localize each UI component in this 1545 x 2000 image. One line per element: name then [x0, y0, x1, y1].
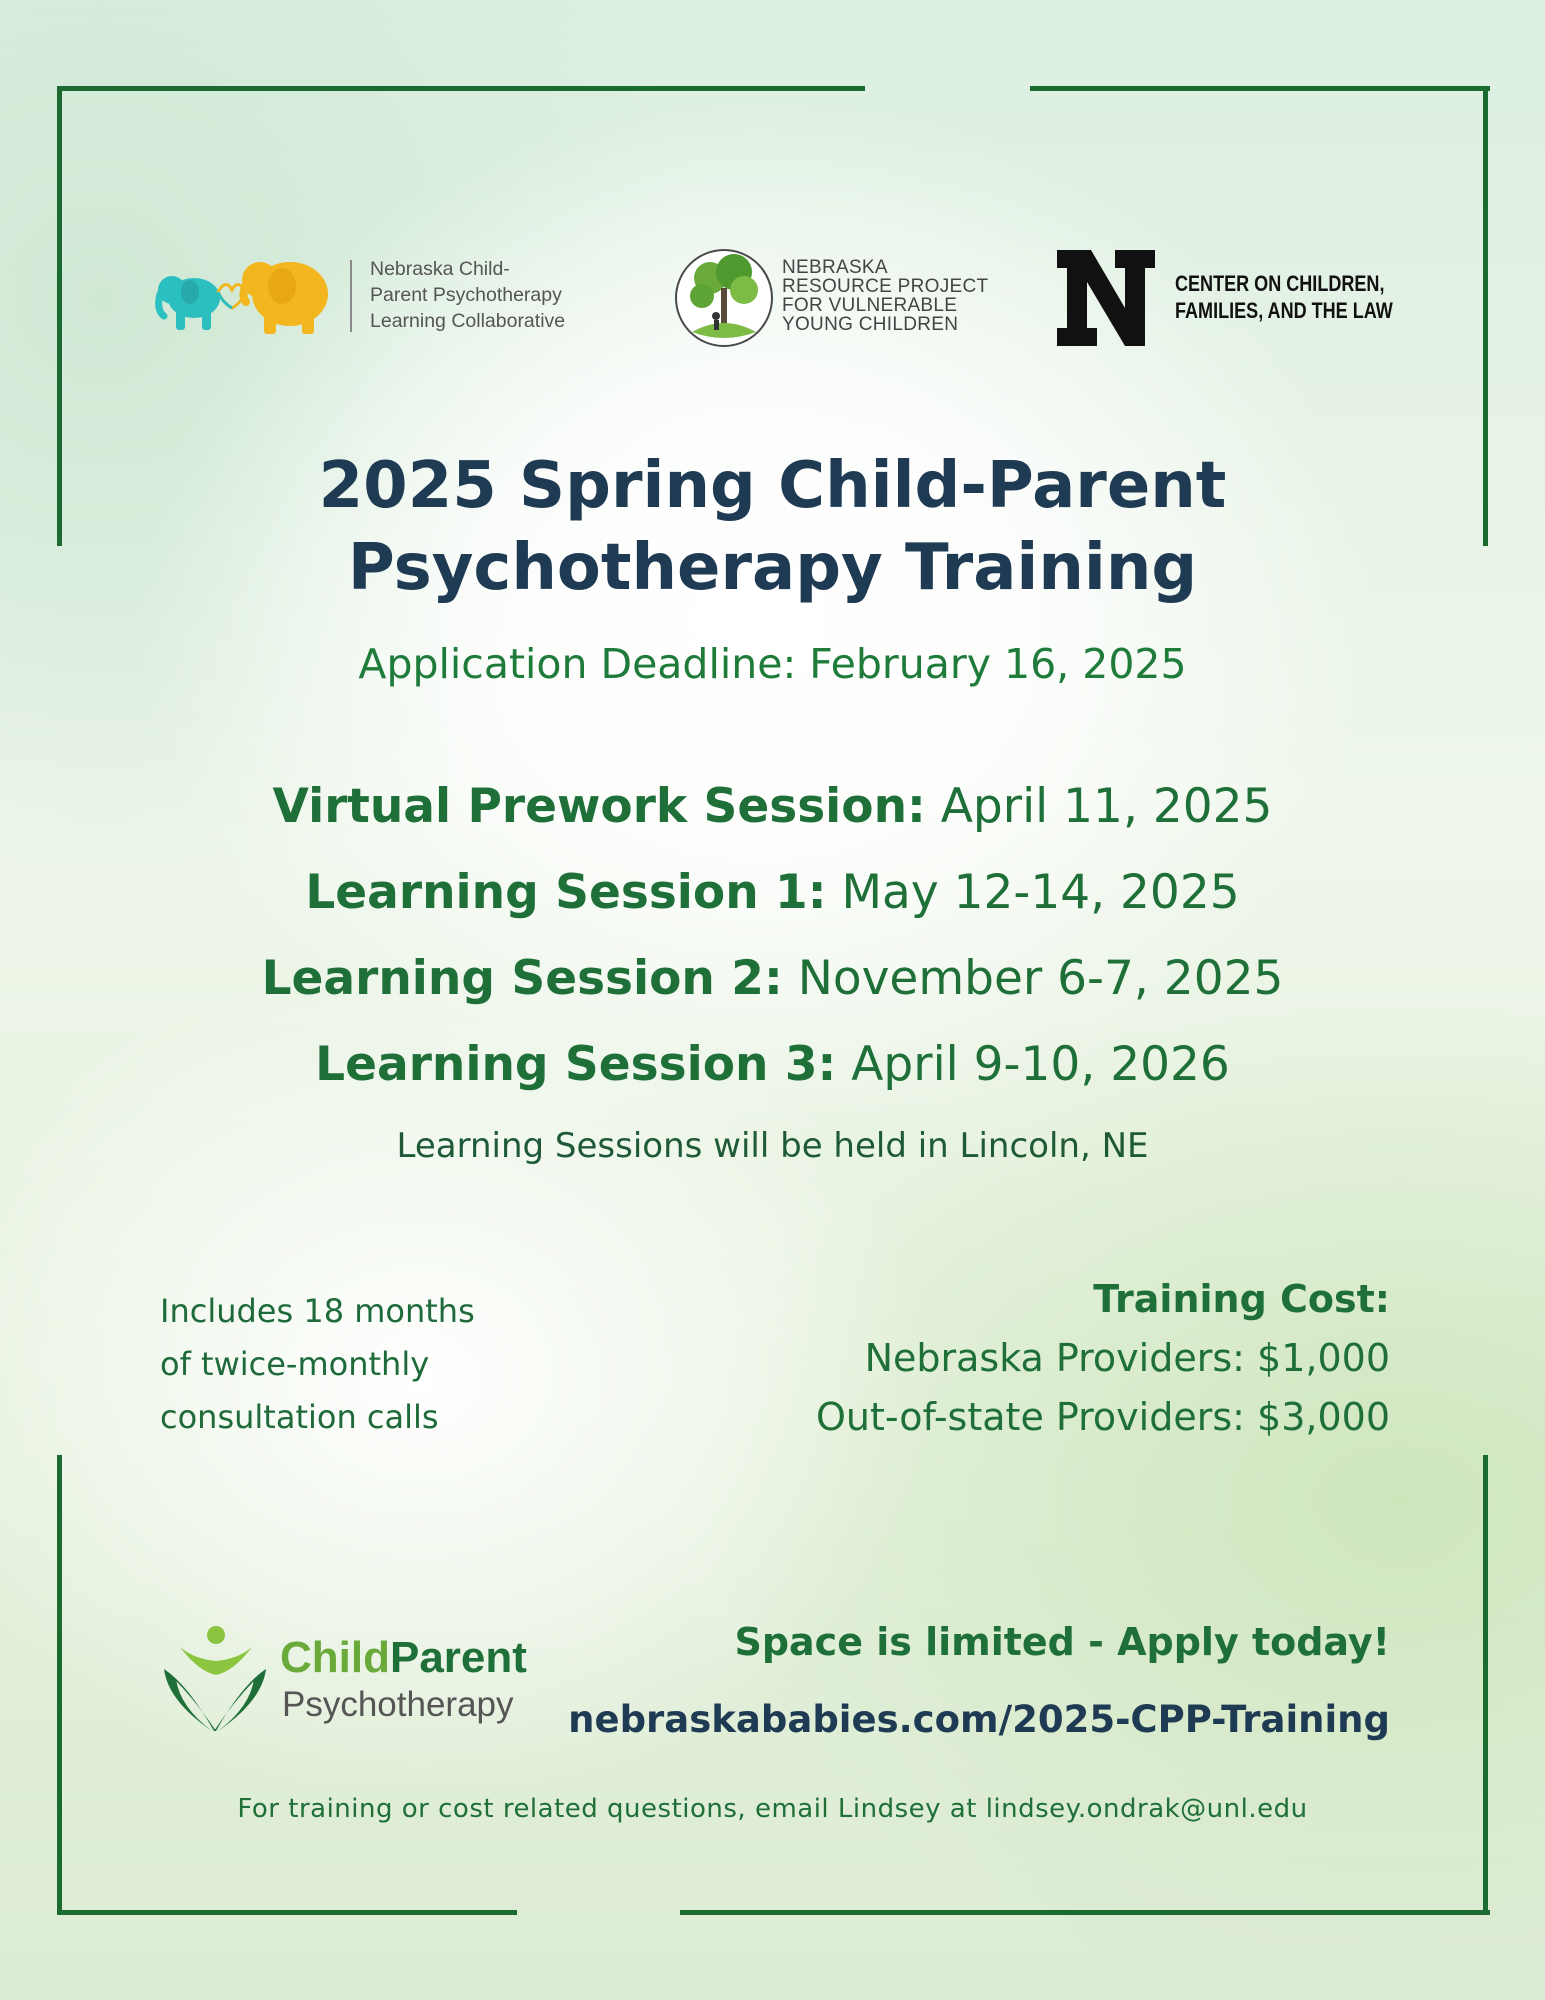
resource-project-text: NEBRASKA RESOURCE PROJECT FOR VULNERABLE YOUNG CHILDREN [782, 257, 989, 335]
session-3: Learning Session 3: April 9-10, 2026 [315, 1037, 1230, 1092]
ccfl-logo [1055, 248, 1415, 348]
application-deadline: Application Deadline: February 16, 2025 [358, 640, 1187, 688]
frame-top-left [57, 86, 865, 91]
heart-person-icon [158, 1625, 268, 1745]
session-prework: Virtual Prework Session: April 11, 2025 [272, 779, 1273, 834]
session-location: Learning Sessions will be held in Lincoln, NE [396, 1126, 1149, 1166]
registration-link[interactable]: nebraskababies.com/2025-CPP-Training [568, 1698, 1390, 1741]
elephants-icon [152, 250, 342, 340]
nebraska-n-icon [1055, 248, 1159, 348]
cpp-logo-subtitle: Psychotherapy [282, 1685, 514, 1724]
logo-divider [350, 260, 352, 332]
contact-footer: For training or cost related questions, email Lindsey at lindsey.ondrak@unl.edu [237, 1794, 1308, 1824]
includes-note: Includes 18 months of twice-monthly consultation calls [160, 1292, 475, 1436]
frame-bottom-left [57, 1910, 517, 1915]
call-to-action: Space is limited - Apply today! [734, 1620, 1390, 1664]
cost-heading: Training Cost: [1093, 1277, 1390, 1321]
frame-left-bottom [57, 1455, 62, 1915]
cpp-collaborative-text: Nebraska Child- Parent Psychotherapy Learning Collaborative [370, 258, 566, 332]
cost-nebraska: Nebraska Providers: $1,000 [864, 1336, 1390, 1380]
session-2: Learning Session 2: November 6-7, 2025 [261, 951, 1284, 1006]
frame-top-right [1030, 86, 1490, 91]
session-1: Learning Session 1: May 12-14, 2025 [305, 865, 1240, 920]
training-cost [690, 1270, 1390, 1447]
ccfl-text: CENTER ON CHILDREN, FAMILIES, AND THE LAW [1175, 271, 1393, 323]
frame-right-bottom [1483, 1455, 1488, 1915]
resource-project-logo [672, 236, 1002, 356]
page-title: 2025 Spring Child-Parent Psychotherapy Training [318, 449, 1227, 605]
frame-bottom-right [680, 1910, 1490, 1915]
cpp-collaborative-logo [152, 250, 602, 340]
cpp-logo-wordmark: ChildParent [280, 1633, 527, 1682]
cost-out-of-state: Out-of-state Providers: $3,000 [815, 1395, 1390, 1439]
tree-icon [672, 236, 776, 356]
